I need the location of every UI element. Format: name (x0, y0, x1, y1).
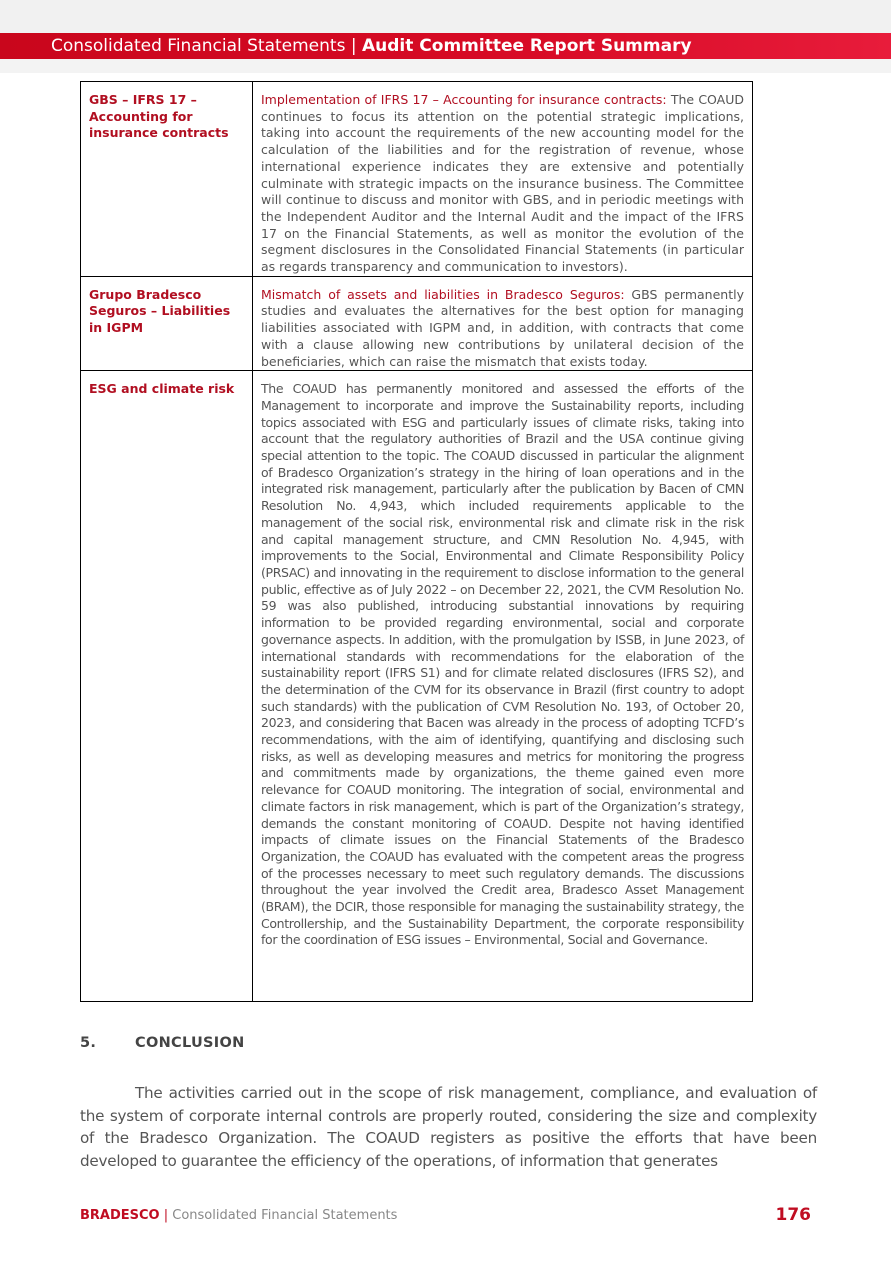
section-title: CONCLUSION (135, 1035, 245, 1051)
row-label: Grupo Bradesco Seguros – Liabilities in IGPM (81, 276, 253, 371)
header-section: Consolidated Financial Statements (51, 36, 346, 56)
table-row (81, 371, 753, 1002)
footer-separator: | (159, 1208, 173, 1223)
row-text (253, 82, 753, 277)
section-heading (80, 1035, 245, 1051)
footer (80, 1208, 397, 1223)
header-bar (0, 33, 891, 59)
footer-brand: BRADESCO (80, 1208, 160, 1223)
header-separator: | (345, 36, 362, 56)
footer-title: Consolidated Financial Statements (172, 1208, 398, 1223)
top-strip (0, 0, 891, 33)
row-label: ESG and climate risk (81, 371, 253, 1002)
table-row (81, 82, 753, 277)
conclusion-paragraph: The activities carried out in the scope of risk management, compliance, and evaluation of the system of corporate internal controls are properly routed, considering the size and complexity of the Bradesco Organization. The COAUD registers as positive the efforts that have been developed to guarantee the efficiency of the operations, of information that generates (80, 1084, 817, 1170)
row-lead: Implementation of IFRS 17 – Accounting for insurance contracts: (261, 92, 667, 107)
row-text (253, 276, 753, 371)
table-row (81, 276, 753, 371)
row-body: GBS permanently studies and evaluates the alternatives for the best option for managing liabilities associated with IGPM and, in addition, with contracts that come with a clause allowing new contributions by unilateral decision of the beneficiaries, which can raise the mismatch that exists today. (261, 286, 744, 369)
page-number: 176 (775, 1205, 811, 1225)
row-text (253, 371, 753, 1002)
row-lead: Mismatch of assets and liabilities in Bradesco Seguros: (261, 286, 625, 302)
header-subsection: Audit Committee Report Summary (361, 36, 692, 56)
row-body: The COAUD continues to focus its attention on the potential strategic implications, taking into account the requirements of the new accounting model for the calculation of the liabilities and for the registration of revenue, whose international experience indicates they are extensive and potentially culminate with strategic impacts on the insurance business. The Committee will continue to discuss and monitor with GBS, and in periodic meetings with the Independent Auditor and the Internal Audit and the impact of the IFRS 17 on the Financial Statements, as well as monitor the evolution of the segment disclosures in the Consolidated Financial Statements (in particular as regards transparency and communication to investors). (261, 92, 744, 275)
section-number: 5. (80, 1035, 97, 1051)
header-shadow (0, 59, 891, 73)
row-body: The COAUD has permanently monitored and assessed the efforts of the Management to incorporate and improve the Sustainability reports, including topics associated with ESG and particularly issues of climate risks, taking into account that the regulatory authorities of Brazil and the USA continue giving special attention to the topic. The COAUD discussed in particular the alignment of Bradesco Organization’s strategy in the hiring of loan operations and in the integrated risk management, particularly after the publication by Bacen of CMN Resolution No. 4,943, which included requirements applicable to the management of the social risk, environmental risk and climate risk in the risk and capital management structure, and CMN Resolution No. 4,945, with improvements to the Social, Environmental and Climate Responsibility Policy (PRSAC) and innovating in the requirement to disclose information to the general public, effective as of July 2022 – on December 22, 2021, the CVM Resolution No. 59 was also published, introducing substantial innovations by requiring information to be provided regarding environmental, social and corporate governance aspects. In addition, with the promulgation by ISSB, in June 2023, of international standards with recommendations for the elaboration of the sustainability report (IFRS S1) and for climate related disclosures (IFRS S2), and the determination of the CVM for its observance in Brazil (first country to adopt such standards) with the publication of CVM Resolution No. 193, of October 20, 2023, and considering that Bacen was already in the process of adopting TCFD’s recommendations, with the aim of identifying, quantifying and disclosing such risks, as well as developing measures and metrics for monitoring the progress and commitments made by organizations, the theme gained even more relevance for COAUD monitoring. The integration of social, environmental and climate factors in risk management, which is part of the Organization’s strategy, demands the constant monitoring of COAUD. Despite not having identified impacts of climate issues on the Financial Statements of the Bradesco Organization, the COAUD has evaluated with the competent areas the progress of the processes necessary to meet such regulatory demands. The discussions throughout the year involved the Credit area, Bradesco Asset Management (BRAM), the DCIR, those responsible for managing the sustainability strategy, the Controllership, and the Sustainability Department, the corporate responsibility for the coordination of ESG issues – Environmental, Social and Governance. (261, 381, 744, 948)
topics-table (80, 81, 753, 1002)
row-label: GBS – IFRS 17 – Accounting for insurance contracts (81, 82, 253, 277)
header-title (51, 33, 692, 59)
